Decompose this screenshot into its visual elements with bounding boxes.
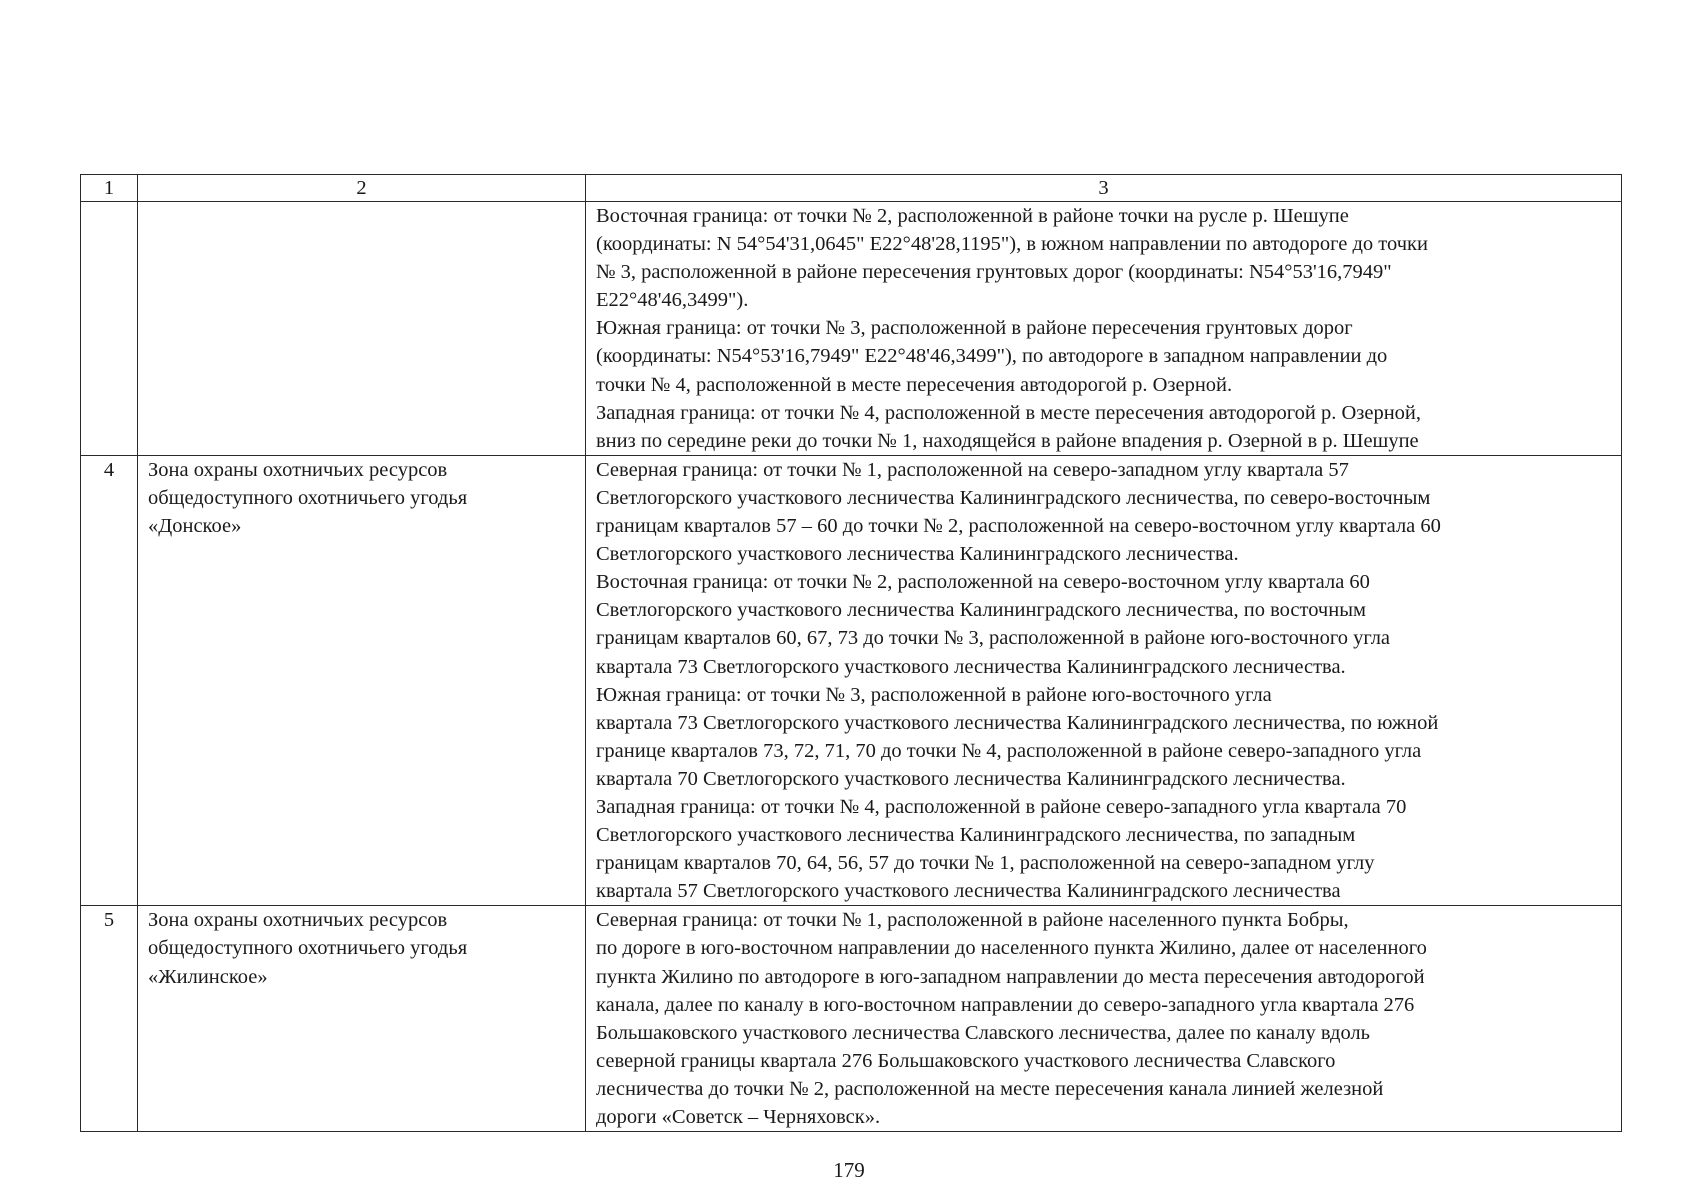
west-boundary-text: Западная граница: от точки № 4, расположенной в месте пересечения автодорогой р. Озерной, вниз по середине реки до точки № 1, находящейся в районе впадения р. Озерной в р. Шешупе xyxy=(596,401,1422,452)
north-boundary-text: Северная граница: от точки № 1, расположенной в районе населенного пункта Бобры, по дороге в юго-восточном направлении до населенного пункта Жилино, далее от населенного пункта Жилино по автодороге в юго-западном направлении до места пересечения автодорогой канала, далее по каналу в юго-восточном направлении до северо-западного угла квартала 276 Большаковского участкового лесничества Славского лесничества, далее по каналу вдоль северной границы квартала 276 Большаковского участкового лесничества Славского лесничества до точки № 2, расположенной на месте пересечения канала линией железной дороги «Советск – Черняховск». xyxy=(596,909,1427,1128)
header-cell-col2: 2 xyxy=(138,175,586,202)
row-number-cell: 5 xyxy=(81,906,138,1132)
table-row xyxy=(81,906,1622,1132)
zone-name-cell xyxy=(138,906,586,1132)
table-row xyxy=(81,455,1622,906)
zone-name-text: Зона охраны охотничьих ресурсов общедоступного охотничьего угодья «Жилинское» xyxy=(148,909,468,988)
boundary-description-cell xyxy=(586,455,1622,906)
zone-name-cell xyxy=(138,202,586,456)
header-cell-col3: 3 xyxy=(586,175,1622,202)
west-boundary-text: Западная граница: от точки № 4, расположенной в районе северо-западного угла квартала 70 Светлогорского участкового лесничества Калининградского лесничества, по западным границам кварталов 70, 64, 56, 57 до точки № 1, расположенной на северо-западном углу квартала 57 Светлогорского участкового лесничества Калининградского лесничества xyxy=(596,795,1407,903)
north-boundary-text: Северная граница: от точки № 1, расположенной на северо-западном углу квартала 57 Светлогорского участкового лесничества Калининградского лесничества, по северо-восточным границам кварталов 57 – 60 до точки № 2, расположенной на северо-восточном углу квартала 60 Светлогорского участкового лесничества Калининградского лесничества. xyxy=(596,458,1441,566)
south-boundary-text: Южная граница: от точки № 3, расположенной в районе юго-восточного угла квартала 73 Светлогорского участкового лесничества Калининградского лесничества, по южной границе кварталов 73, 72, 71, 70 до точки № 4, расположенной в районе северо-западного угла квартала 70 Светлогорского участкового лесничества Калининградского лесничества. xyxy=(596,683,1439,790)
east-boundary-text: Восточная граница: от точки № 2, расположенной в районе точки на русле р. Шешупе (координаты: N 54°54'31,0645" E22°48'28,1195"), в южном направлении по автодороге до точки № 3, расположенной в районе пересечения грунтовых дорог (координаты: N54°53'16,7949" E22°48'46,3499"). xyxy=(596,205,1428,312)
boundary-description-cell xyxy=(586,202,1622,456)
zone-name-cell xyxy=(138,455,586,906)
south-boundary-text: Южная граница: от точки № 3, расположенной в районе пересечения грунтовых дорог (координаты: N54°53'16,7949" E22°48'46,3499"), по автодороге в западном направлении до точки № 4, расположенной в месте пересечения автодорогой р. Озерной. xyxy=(596,317,1388,396)
document-table xyxy=(80,174,1622,1132)
zone-name-text: Зона охраны охотничьих ресурсов общедоступного охотничьего угодья «Донское» xyxy=(148,458,468,538)
page-number: 179 xyxy=(833,1158,865,1182)
row-number-cell: 4 xyxy=(81,455,138,906)
boundary-description-cell xyxy=(586,906,1622,1132)
header-cell-col1: 1 xyxy=(81,175,138,202)
east-boundary-text: Восточная граница: от точки № 2, расположенной на северо-восточном углу квартала 60 Светлогорского участкового лесничества Калининградского лесничества, по восточным границам кварталов 60, 67, 73 до точки № 3, расположенной в районе юго-восточного угла квартала 73 Светлогорского участкового лесничества Калининградского лесничества. xyxy=(596,571,1391,678)
table-header-row xyxy=(81,175,1622,202)
table-row xyxy=(81,202,1622,456)
row-number-cell xyxy=(81,202,138,456)
